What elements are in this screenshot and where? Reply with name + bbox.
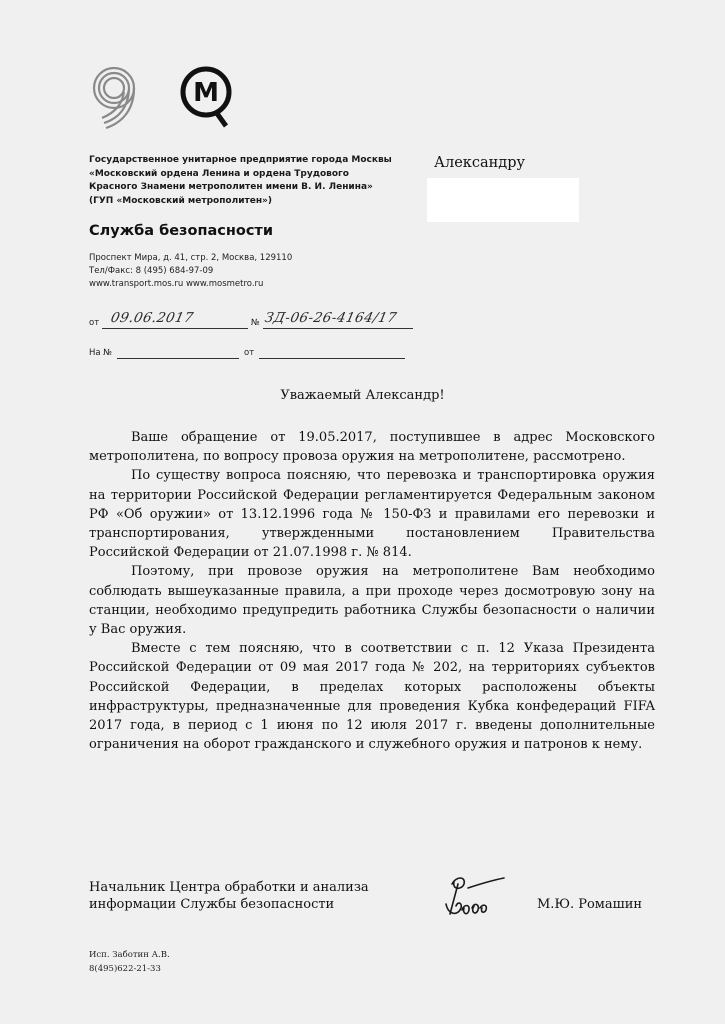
paragraph: Поэтому, при провозе оружия на метрополитене Вам необходимо соблюдать вышеуказанные правила, а при проходе через досмотровую зону на станции, необходимо предупредить работника Службы безопасности о наличии у Вас оружия. (89, 564, 655, 638)
letter-body (89, 428, 655, 754)
executor-phone: 8(495)622-21-33 (89, 964, 161, 974)
metro-logo-letter: М (193, 78, 219, 108)
phone-fax: Тел/Факс: 8 (495) 684-97-09 (89, 266, 214, 276)
date-line (102, 328, 248, 329)
websites: www.transport.mos.ru www.mosmetro.ru (89, 279, 264, 289)
ref-date-line (259, 358, 405, 359)
organization-name (89, 154, 419, 208)
ref-from-label: от (244, 348, 255, 358)
executor-name: Исп. Заботин А.В. (89, 950, 170, 960)
signatory-name: М.Ю. Ромашин (537, 897, 643, 912)
org-line: «Московский ордена Ленина и ордена Трудового (89, 168, 349, 179)
paragraph: Вместе с тем поясняю, что в соответствии с п. 12 Указа Президента Российской Федерации от 09 мая 2017 года № 202, на территориях субъектов Российской Федерации, в пределах которых расположены объекты инфраструктуры, предназначенные для проведения Кубка конфедераций FIFA 2017 года, в период с 1 июня по 12 июля 2017 г. введены дополнительные ограничения на оборот гражданского и служебного оружия и патронов к нему. (89, 641, 655, 753)
moscow-transport-nine-logo (84, 62, 154, 132)
executor-info (89, 948, 170, 976)
org-line: Красного Знамени метрополитен имени В. И. Ленина» (89, 182, 373, 192)
recipient-name: Александру (434, 155, 526, 171)
salutation: Уважаемый Александр! (280, 388, 445, 403)
handwritten-signature (438, 870, 518, 922)
logo-area (84, 62, 244, 132)
paragraph: По существу вопроса поясняю, что перевозка и транспортировка оружия на территории Российской Федерации регламентируется Федеральным законом РФ «Об оружии» от 13.12.1996 года № 150-ФЗ и правилами его перевозки и транспортирования, утвержденными постановлением Правительства Российской Федерации от 21.07.1998 г. № 814. (89, 468, 655, 561)
ref-number-label: На № (89, 348, 113, 358)
signatory-title-line: информации Службы безопасности (89, 897, 335, 912)
org-line: Государственное унитарное предприятие города Москвы (89, 155, 392, 165)
metro-m-logo (176, 64, 236, 130)
number-line (263, 328, 413, 329)
from-label: от (89, 318, 100, 328)
ref-number-line (117, 358, 239, 359)
signatory-title (89, 879, 369, 913)
redacted-block (427, 178, 579, 222)
service-title: Служба безопасности (89, 223, 273, 239)
address: Проспект Мира, д. 41, стр. 2, Москва, 129110 (89, 253, 293, 263)
paragraph: Ваше обращение от 19.05.2017, поступившее в адрес Московского метрополитена, по вопросу провоза оружия на метрополитене, рассмотрено. (89, 430, 655, 465)
signatory-title-line: Начальник Центра обработки и анализа (89, 880, 369, 895)
contacts (89, 252, 292, 291)
org-line: (ГУП «Московский метрополитен») (89, 195, 272, 206)
handwritten-date: 09.06.2017 (109, 310, 195, 326)
number-label: № (251, 318, 260, 328)
handwritten-number: ЗД-06-26-4164/17 (263, 310, 399, 326)
